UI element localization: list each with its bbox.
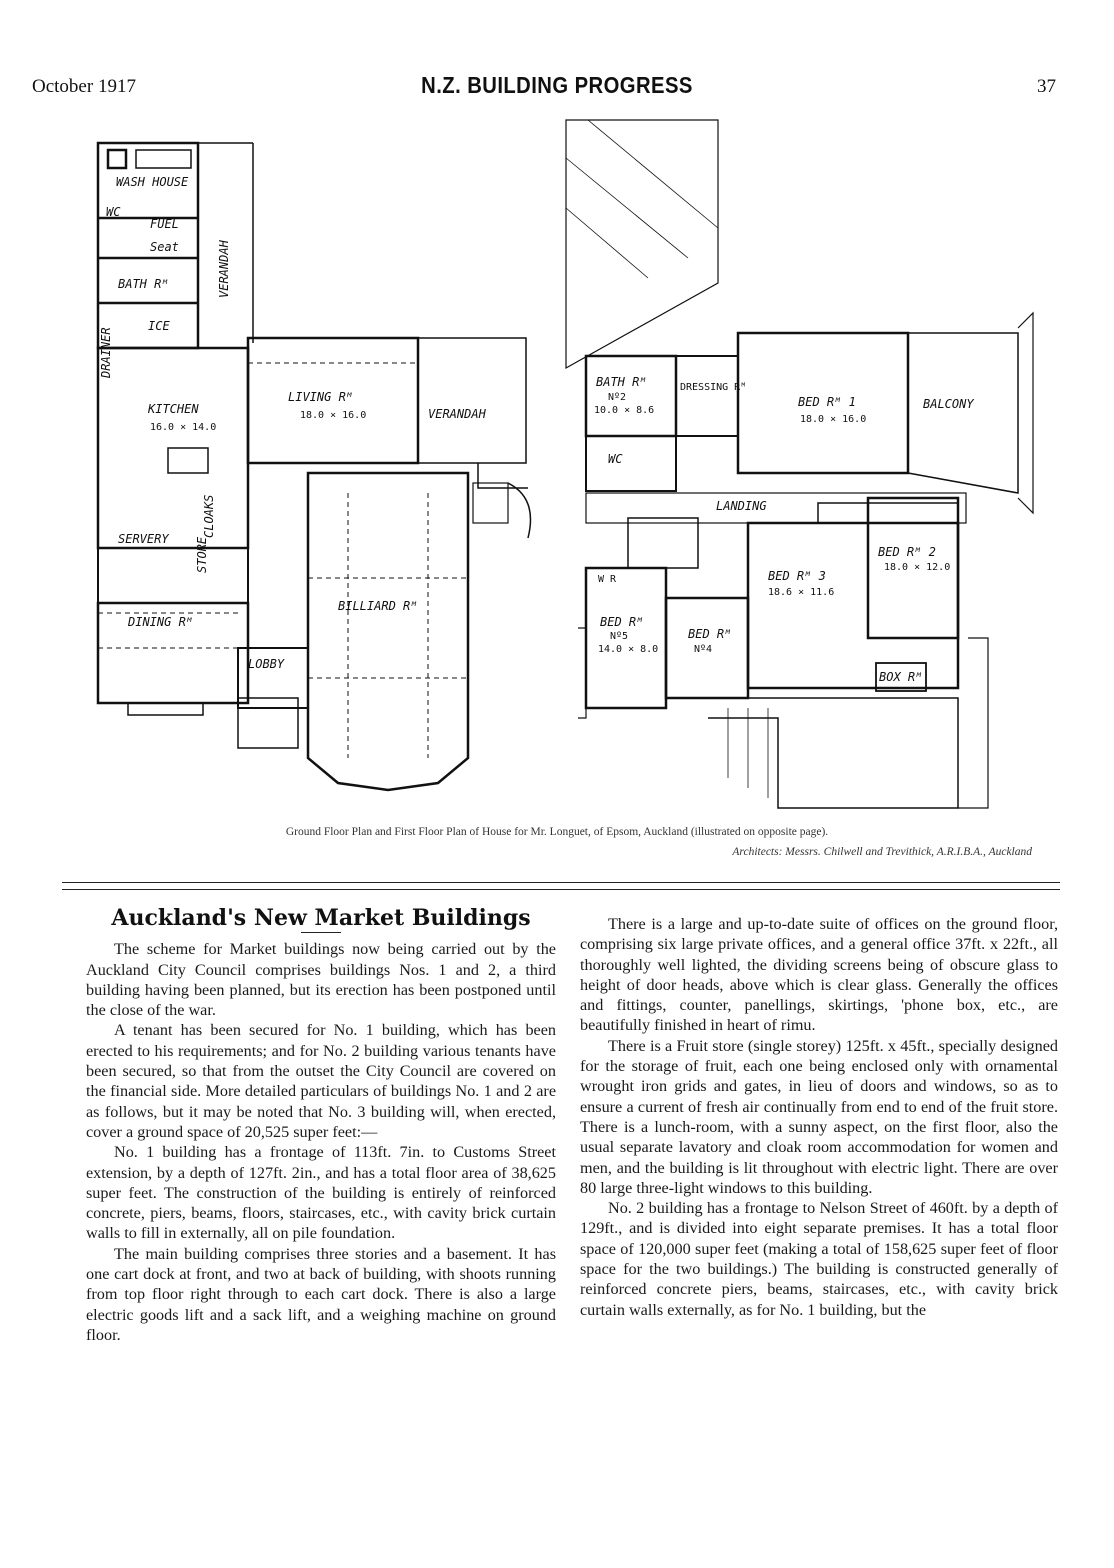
- label-billiard: BILLIARD Rᴹ: [338, 599, 418, 613]
- label-wr: W R: [598, 574, 617, 585]
- label-bed1: BED Rᴹ 1: [798, 395, 856, 409]
- first-floor-plan: [566, 120, 1033, 808]
- label-store: STORE: [195, 536, 209, 573]
- label-lobby: LOBBY: [248, 657, 285, 671]
- page-number: 37: [1037, 76, 1056, 97]
- label-kitchen: KITCHEN: [148, 402, 199, 416]
- floor-plans: [88, 118, 1058, 823]
- label-wc-first: WC: [608, 452, 623, 466]
- label-bed3-dim: 18.6 × 11.6: [768, 587, 835, 598]
- label-dressing: DRESSING Rᴹ: [680, 382, 747, 393]
- figure-caption: Ground Floor Plan and First Floor Plan of House for Mr. Longuet, of Epsom, Auckland (illustrated on opposite page).: [285, 826, 829, 838]
- issue-date: October 1917: [32, 76, 136, 97]
- architect-credit: Architects: Messrs. Chilwell and Trevithick, A.R.I.B.A., Auckland: [732, 846, 1032, 858]
- label-bed2-dim: 18.0 × 12.0: [884, 562, 951, 573]
- label-bed5-no: Nº5: [610, 631, 629, 642]
- paragraph: There is a large and up-to-date suite of offices on the ground floor, comprising six large private offices, and a general office 37ft. x 22ft., all thoroughly well lighted, the dividing screens being of obscure glass to height of door heads, above which is clear glass. Generally the offices and fittings, counter, panellings, skirtings, 'phone box, etc., are beautifully finished in heart of rimu.: [580, 915, 1058, 1035]
- label-bed5: BED Rᴹ: [600, 615, 644, 629]
- label-bath2-dim: 10.0 × 8.6: [594, 405, 655, 416]
- paragraph: No. 2 building has a frontage to Nelson Street of 460ft. by a depth of 129ft., and is divided into eight separate premises. It has a total floor space of 120,000 super feet (making a total of 158,625 super feet of floor space for the two buildings.) The building is constructed generally of reinforced concrete piers, beams, staircases, etc., with cavity brick curtain walls externally, as for No. 1 building, but the: [580, 1199, 1058, 1319]
- label-bath2: BATH Rᴹ: [596, 375, 647, 389]
- label-kitchen-dim: 16.0 × 14.0: [150, 422, 217, 433]
- label-living: LIVING Rᴹ: [288, 390, 354, 404]
- label-living-dim: 18.0 × 16.0: [300, 410, 367, 421]
- label-box: BOX Rᴹ: [879, 670, 923, 684]
- label-verandah-side: VERANDAH: [217, 240, 231, 298]
- label-verandah: VERANDAH: [428, 407, 486, 421]
- label-bed4: BED Rᴹ: [688, 627, 732, 641]
- article-column-left: [86, 900, 556, 1345]
- divider-rule: [62, 882, 1060, 883]
- article-column-right: [580, 914, 1058, 1320]
- paragraph: There is a Fruit store (single storey) 125ft. x 45ft., specially designed for the storage of fruit, each one being enclosed only with ornamental wrought iron grids and gates, in lieu of doors and windows, so as to ensure a current of fresh air continually from end to end of the fruit store. There is a lunch-room, with a sunny aspect, on the first floor, also the usual separate lavatory and cloak room accommodation for women and men, and the building is lit throughout with electric light. There are over 80 large three-light windows to this building.: [580, 1036, 1058, 1197]
- paragraph: The main building comprises three stories and a basement. It has one cart dock at front, and two at back of building, with shoots running from top floor right through to each cart dock. There is also a large electric goods lift and a sack lift, and a weighing machine on ground floor.: [86, 1244, 556, 1344]
- label-bed3: BED Rᴹ 3: [768, 569, 826, 583]
- floor-plans-drawing: [88, 118, 1058, 823]
- label-bath2-no: Nº2: [608, 392, 627, 403]
- label-wash-house: WASH HOUSE: [116, 175, 189, 189]
- label-bed4-no: Nº4: [694, 644, 713, 655]
- label-fuel: FUEL: [150, 217, 179, 231]
- label-servery: SERVERY: [118, 532, 169, 546]
- label-bed1-dim: 18.0 × 16.0: [800, 414, 867, 425]
- paragraph: No. 1 building has a frontage of 113ft. 7in. to Customs Street extension, by a depth of 127ft. 2in., and has a total floor area of 38,625 super feet. The construction of the building is entirely of reinforced concrete, piers, beams, floors, staircases, etc., with cavity brick curtain walls to fill in externally, all on pile foundation.: [86, 1143, 556, 1243]
- title-rule: [301, 932, 341, 933]
- label-wc: WC: [106, 205, 121, 219]
- label-drainer: DRAINER: [99, 327, 113, 378]
- label-seat: Seat: [150, 240, 179, 254]
- paragraph: The scheme for Market buildings now being carried out by the Auckland City Council comprises buildings Nos. 1 and 2, a third building having been planned, but its erection has been postponed until the close of the war.: [86, 940, 556, 1020]
- divider-rule: [62, 889, 1060, 890]
- paragraph: A tenant has been secured for No. 1 building, which has been erected to his requirements; and for No. 2 building various tenants have been secured, so that from the outset the City Council are covered on the financial side. More detailed particulars of buildings No. 1 and 2 are as follows, but it may be noted that No. 3 building will, when erected, cover a ground space of 20,525 super feet:—: [86, 1021, 556, 1141]
- label-bed5-dim: 14.0 × 8.0: [598, 644, 659, 655]
- page-header: [0, 72, 1114, 106]
- label-bed2: BED Rᴹ 2: [878, 545, 936, 559]
- publication-title: N.Z. BUILDING PROGRESS: [421, 72, 693, 98]
- label-balcony: BALCONY: [923, 397, 974, 411]
- label-bath: BATH Rᴹ: [118, 277, 169, 291]
- label-ice: ICE: [148, 319, 170, 333]
- label-dining: DINING Rᴹ: [128, 615, 194, 629]
- label-landing: LANDING: [716, 499, 767, 513]
- label-cloaks: CLOAKS: [202, 494, 216, 538]
- article-title: Auckland's New Market Buildings: [111, 905, 531, 931]
